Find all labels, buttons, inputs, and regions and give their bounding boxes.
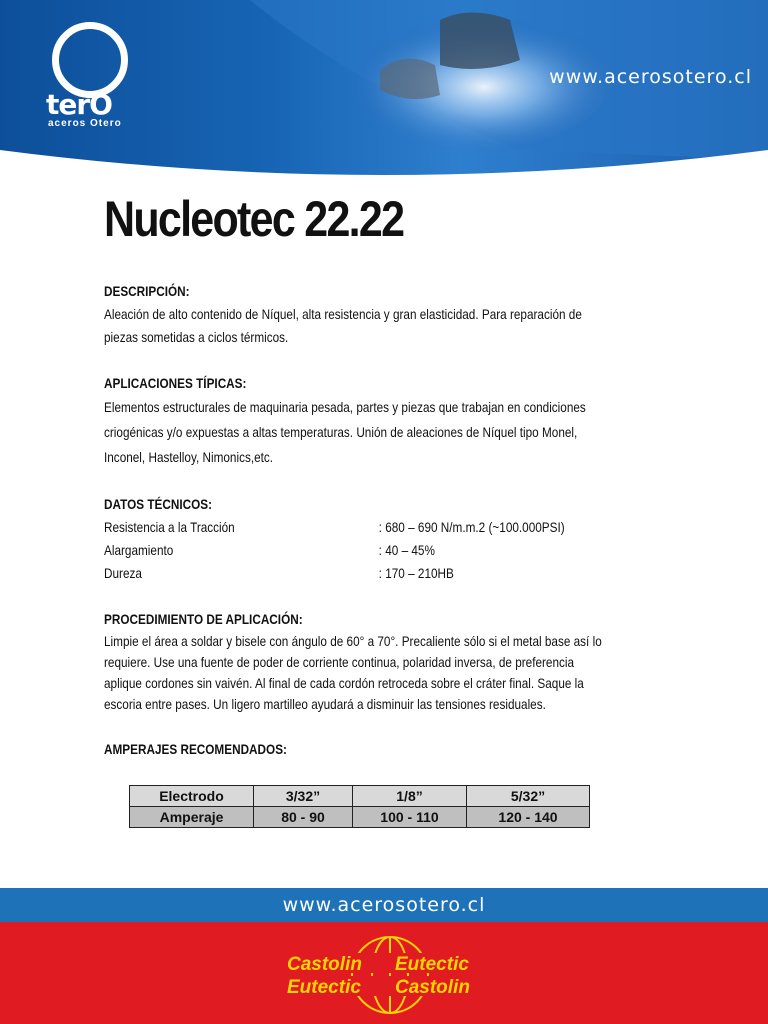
section-datos-tecnicos	[104, 493, 614, 585]
section-descripcion	[104, 280, 614, 349]
product-title: Nucleotec 22.22	[104, 191, 404, 247]
logo-ring-icon	[52, 22, 128, 98]
logo-tagline: aceros Otero	[48, 118, 122, 129]
section-heading: PROCEDIMIENTO DE APLICACIÓN:	[104, 611, 303, 627]
castolin-eutectic-logo	[285, 934, 495, 1016]
tech-row	[104, 562, 614, 585]
section-heading: DESCRIPCIÓN:	[104, 283, 190, 299]
table-cell: 100 - 110	[353, 807, 467, 828]
table-cell: Electrodo	[130, 786, 254, 807]
section-text: Limpie el área a soldar y bisele con ángulo de 60° a 70°. Precaliente sólo si el metal base así lo requiere. Use una fuente de poder de corriente continua, polaridad inversa, de preferencia aplique cordones sin vaivén. Al final de cada cordón retroceda sobre el cráter final. Saque la escoria entre pases. Un ligero martilleo ayudará a disminuir las tensiones residuales.	[104, 633, 602, 712]
table-cell: 1/8”	[353, 786, 467, 807]
tech-row	[104, 539, 614, 562]
section-text: Elementos estructurales de maquinaria pesada, partes y piezas que trabajan en condiciones criogénicas y/o expuestas a altas temperaturas. Unión de aleaciones de Níquel tipo Monel, Inconel, Hastelloy, Nimonics,etc.	[104, 399, 586, 465]
table-header-row	[130, 786, 590, 807]
brand-text: Eutectic	[395, 954, 469, 975]
tech-row	[104, 516, 614, 539]
tech-value: : 40 – 45%	[378, 542, 435, 558]
table-cell: 80 - 90	[254, 807, 353, 828]
section-procedimiento	[104, 608, 614, 715]
table-cell: 5/32”	[467, 786, 590, 807]
tech-label: Resistencia a la Tracción	[104, 519, 235, 535]
product-content	[104, 280, 614, 784]
section-aplicaciones	[104, 372, 614, 470]
table-cell: Amperaje	[130, 807, 254, 828]
brand-text: Castolin	[395, 977, 470, 998]
section-amperajes	[104, 738, 614, 761]
brand-text: Eutectic	[287, 977, 361, 998]
header-banner	[0, 0, 768, 180]
table-cell: 3/32”	[254, 786, 353, 807]
aceros-otero-logo	[46, 20, 142, 129]
footer-url-bar	[0, 888, 768, 922]
footer-website-link[interactable]: www.acerosotero.cl	[282, 894, 486, 916]
section-heading: APLICACIONES TÍPICAS:	[104, 375, 247, 391]
footer-brand-bar	[0, 922, 768, 1024]
brand-text: Castolin	[287, 954, 362, 975]
tech-label: Dureza	[104, 565, 142, 581]
table-row	[130, 807, 590, 828]
tech-label: Alargamiento	[104, 542, 174, 558]
amperage-table	[129, 785, 590, 828]
logo-wordmark: terO	[46, 88, 112, 121]
globe-icon	[352, 937, 428, 1013]
section-heading: AMPERAJES RECOMENDADOS:	[104, 741, 287, 757]
section-heading: DATOS TÉCNICOS:	[104, 496, 213, 512]
section-text: Aleación de alto contenido de Níquel, alta resistencia y gran elasticidad. Para reparación de piezas sometidas a ciclos térmicos.	[104, 306, 582, 345]
table-cell: 120 - 140	[467, 807, 590, 828]
tech-value: : 170 – 210HB	[378, 565, 454, 581]
header-website-link[interactable]: www.acerosotero.cl	[549, 66, 752, 88]
tech-value: : 680 – 690 N/m.m.2 (~100.000PSI)	[378, 519, 565, 535]
